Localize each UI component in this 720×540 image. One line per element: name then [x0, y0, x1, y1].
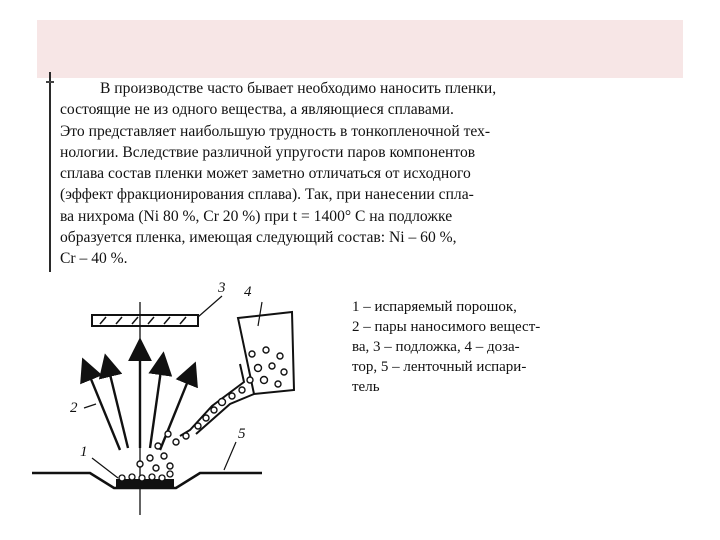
substrate — [92, 315, 198, 326]
legend-line: тель — [352, 379, 380, 395]
paragraph-line: сплава состав пленки может заметно отличаться от исходного — [60, 165, 471, 183]
paragraph-line: ва нихрома (Ni 80 %, Cr 20 %) при t = 1400° С на подложке — [60, 207, 453, 225]
legend-line: 2 – пары наносимого вещест- — [352, 319, 541, 335]
legend-line: 1 – испаряемый порошок, — [352, 299, 517, 315]
label-1: 1 — [80, 444, 88, 460]
figure-legend — [352, 297, 652, 397]
vapor-arrows — [84, 342, 194, 450]
paragraph-line: В производстве часто бывает необходимо наносить пленки, — [100, 80, 497, 97]
evaporator-diagram — [0, 270, 340, 540]
scan-margin-line — [49, 72, 51, 272]
scan-margin-mark — [46, 81, 54, 83]
paragraph-line: Cr – 40 %. — [60, 250, 128, 268]
label-2-leader — [84, 404, 96, 408]
paragraph-line: нологии. Вследствие различной упругости паров компонентов — [60, 143, 476, 161]
label-3: 3 — [218, 280, 226, 296]
slide-title-band — [37, 20, 683, 78]
paragraph-line: Это представляет наибольшую трудность в тонкопленочной тех- — [60, 122, 491, 140]
label-5: 5 — [238, 426, 246, 442]
body-paragraph — [60, 78, 620, 270]
label-3-leader — [198, 296, 222, 317]
paragraph-line: образуется пленка, имеющая следующий состав: Ni – 60 %, — [60, 229, 457, 247]
legend-line: тор, 5 – ленточный испари- — [352, 359, 527, 375]
ribbon-evaporator — [32, 471, 262, 488]
hopper — [180, 312, 294, 436]
paragraph-line: (эффект фракционирования сплава). Так, при нанесении спла- — [60, 186, 474, 204]
legend-line: ва, 3 – подложка, 4 – доза- — [352, 339, 520, 355]
label-2: 2 — [70, 400, 78, 416]
paragraph-line: состоящие не из одного вещества, а являющиеся сплавами. — [60, 101, 454, 119]
label-4: 4 — [244, 284, 252, 300]
label-5-leader — [224, 442, 236, 470]
label-1-leader — [92, 458, 118, 478]
